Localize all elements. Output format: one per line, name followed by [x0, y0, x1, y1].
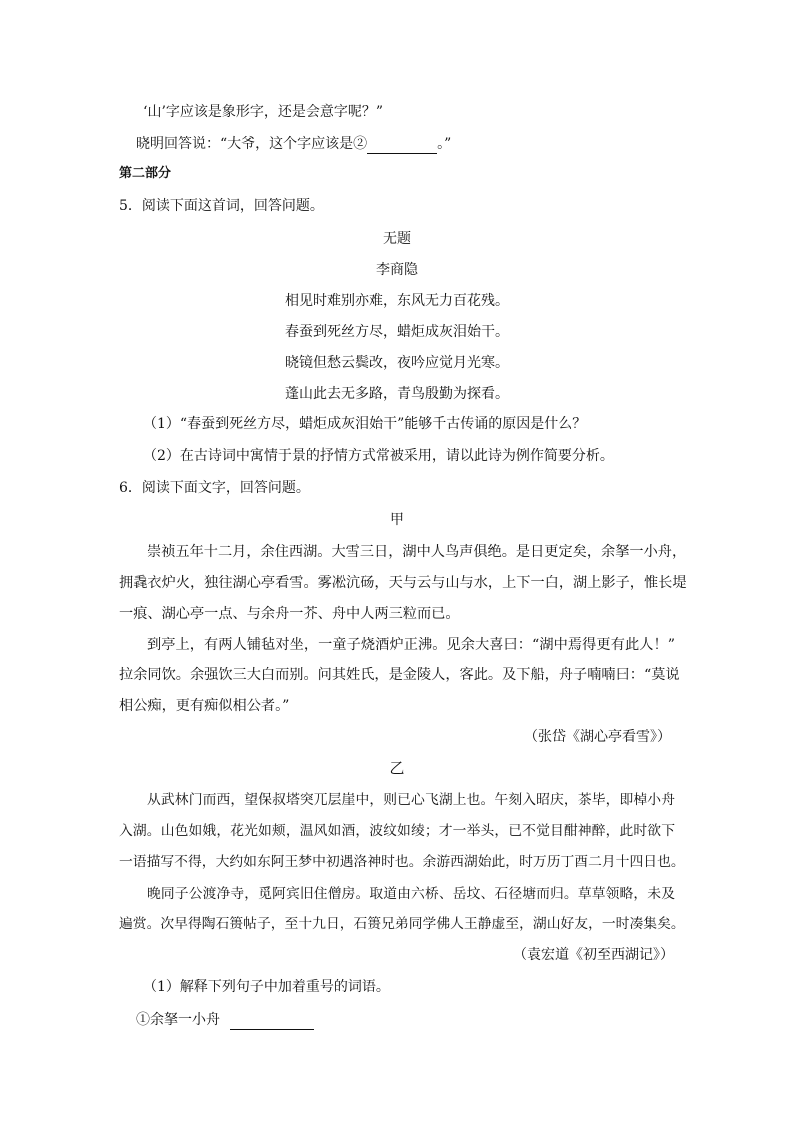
passage-yi-title: 乙	[389, 759, 405, 777]
q6-item1	[136, 1010, 314, 1030]
poem-line: 春蚕到死丝方尽，蜡炬成灰泪始干。	[285, 324, 509, 340]
passage-line: 相公痴，更有痴似相公者。”	[119, 698, 290, 714]
answer-prefix: 晓明回答说：“大爷，这个字应该是②	[136, 136, 368, 152]
passage-line: 入湖。山色如娥，花光如颊，温风如酒，波纹如绫；才一举头，已不觉目酣神醉，此时欲下	[119, 823, 675, 839]
passage-source: （袁宏道《初至西湖记》）	[513, 947, 674, 963]
poem-title: 无题	[383, 231, 411, 247]
passage-line: 到亭上，有两人铺毡对坐，一童子烧酒炉正沸。见余大喜曰：“湖中焉得更有此人！”	[147, 637, 675, 653]
answer-line	[136, 134, 451, 154]
passage-line: 从武林门而西，望保叔塔突兀层崖中，则已心飞湖上也。午刻入昭庆，茶毕，即棹小舟	[147, 792, 675, 808]
poem-line: 蓬山此去无多路，青鸟殷勤为探看。	[285, 386, 509, 402]
passage-line: 一痕、湖心亭一点、与余舟一芥、舟中人两三粒而已。	[119, 606, 460, 622]
q5-sub2: （2）在古诗词中寓情于景的抒情方式常被采用，请以此诗为例作简要分析。	[143, 448, 614, 464]
q5-sub1: （1）“春蚕到死丝方尽，蜡炬成灰泪始干”能够千古传诵的原因是什么？	[143, 416, 587, 432]
q5-prompt: 5．阅读下面这首词，回答问题。	[119, 198, 324, 214]
passage-line: 拥毳衣炉火，独往湖心亭看雪。雾凇沆砀，天与云与山与水，上下一白，湖上影子，惟长堤	[119, 575, 687, 591]
passage-line: 晚同子公渡净寺，觅阿宾旧住僧房。取道由六桥、岳坟、石径塘而归。草草领略，未及	[147, 886, 675, 902]
poem-author: 李商隐	[376, 262, 418, 278]
section-heading: 第二部分	[119, 166, 172, 181]
passage-line: 遍赏。次早得陶石篑帖子，至十九日，石篑兄弟同学佛人王静虚至，湖山好友，一时凑集矣。	[119, 916, 685, 932]
passage-jia-title: 甲	[390, 512, 404, 528]
poem-line: 晓镜但愁云鬓改，夜吟应觉月光寒。	[285, 355, 509, 371]
answer-suffix: 。”	[437, 136, 452, 152]
answer-blank[interactable]	[367, 137, 437, 154]
poem-line: 相见时难别亦难，东风无力百花残。	[285, 293, 509, 309]
item-answer-blank[interactable]	[230, 1013, 314, 1030]
passage-source: （张岱《湖心亭看雪》）	[524, 729, 671, 745]
passage-line: 拉余同饮。余强饮三大白而别。问其姓氏，是金陵人，客此。及下船，舟子喃喃曰：“莫说	[119, 667, 680, 683]
q6-prompt: 6．阅读下面文字，回答问题。	[119, 480, 310, 496]
passage-line: 一语描写不得，大约如东阿王梦中初遇洛神时也。余游西湖始此，时万历丁酉二月十四日也。	[119, 854, 685, 870]
passage-line: 崇祯五年十二月，余住西湖。大雪三日，湖中人鸟声俱绝。是日更定矣，余拏一小舟，	[147, 544, 687, 560]
question-continuation: ‘山’字应该是象形字，还是会意字呢？”	[143, 104, 384, 120]
item-label: ①余拏一小舟	[136, 1012, 220, 1028]
q6-sub1: （1）解释下列句子中加着重号的词语。	[143, 979, 390, 995]
